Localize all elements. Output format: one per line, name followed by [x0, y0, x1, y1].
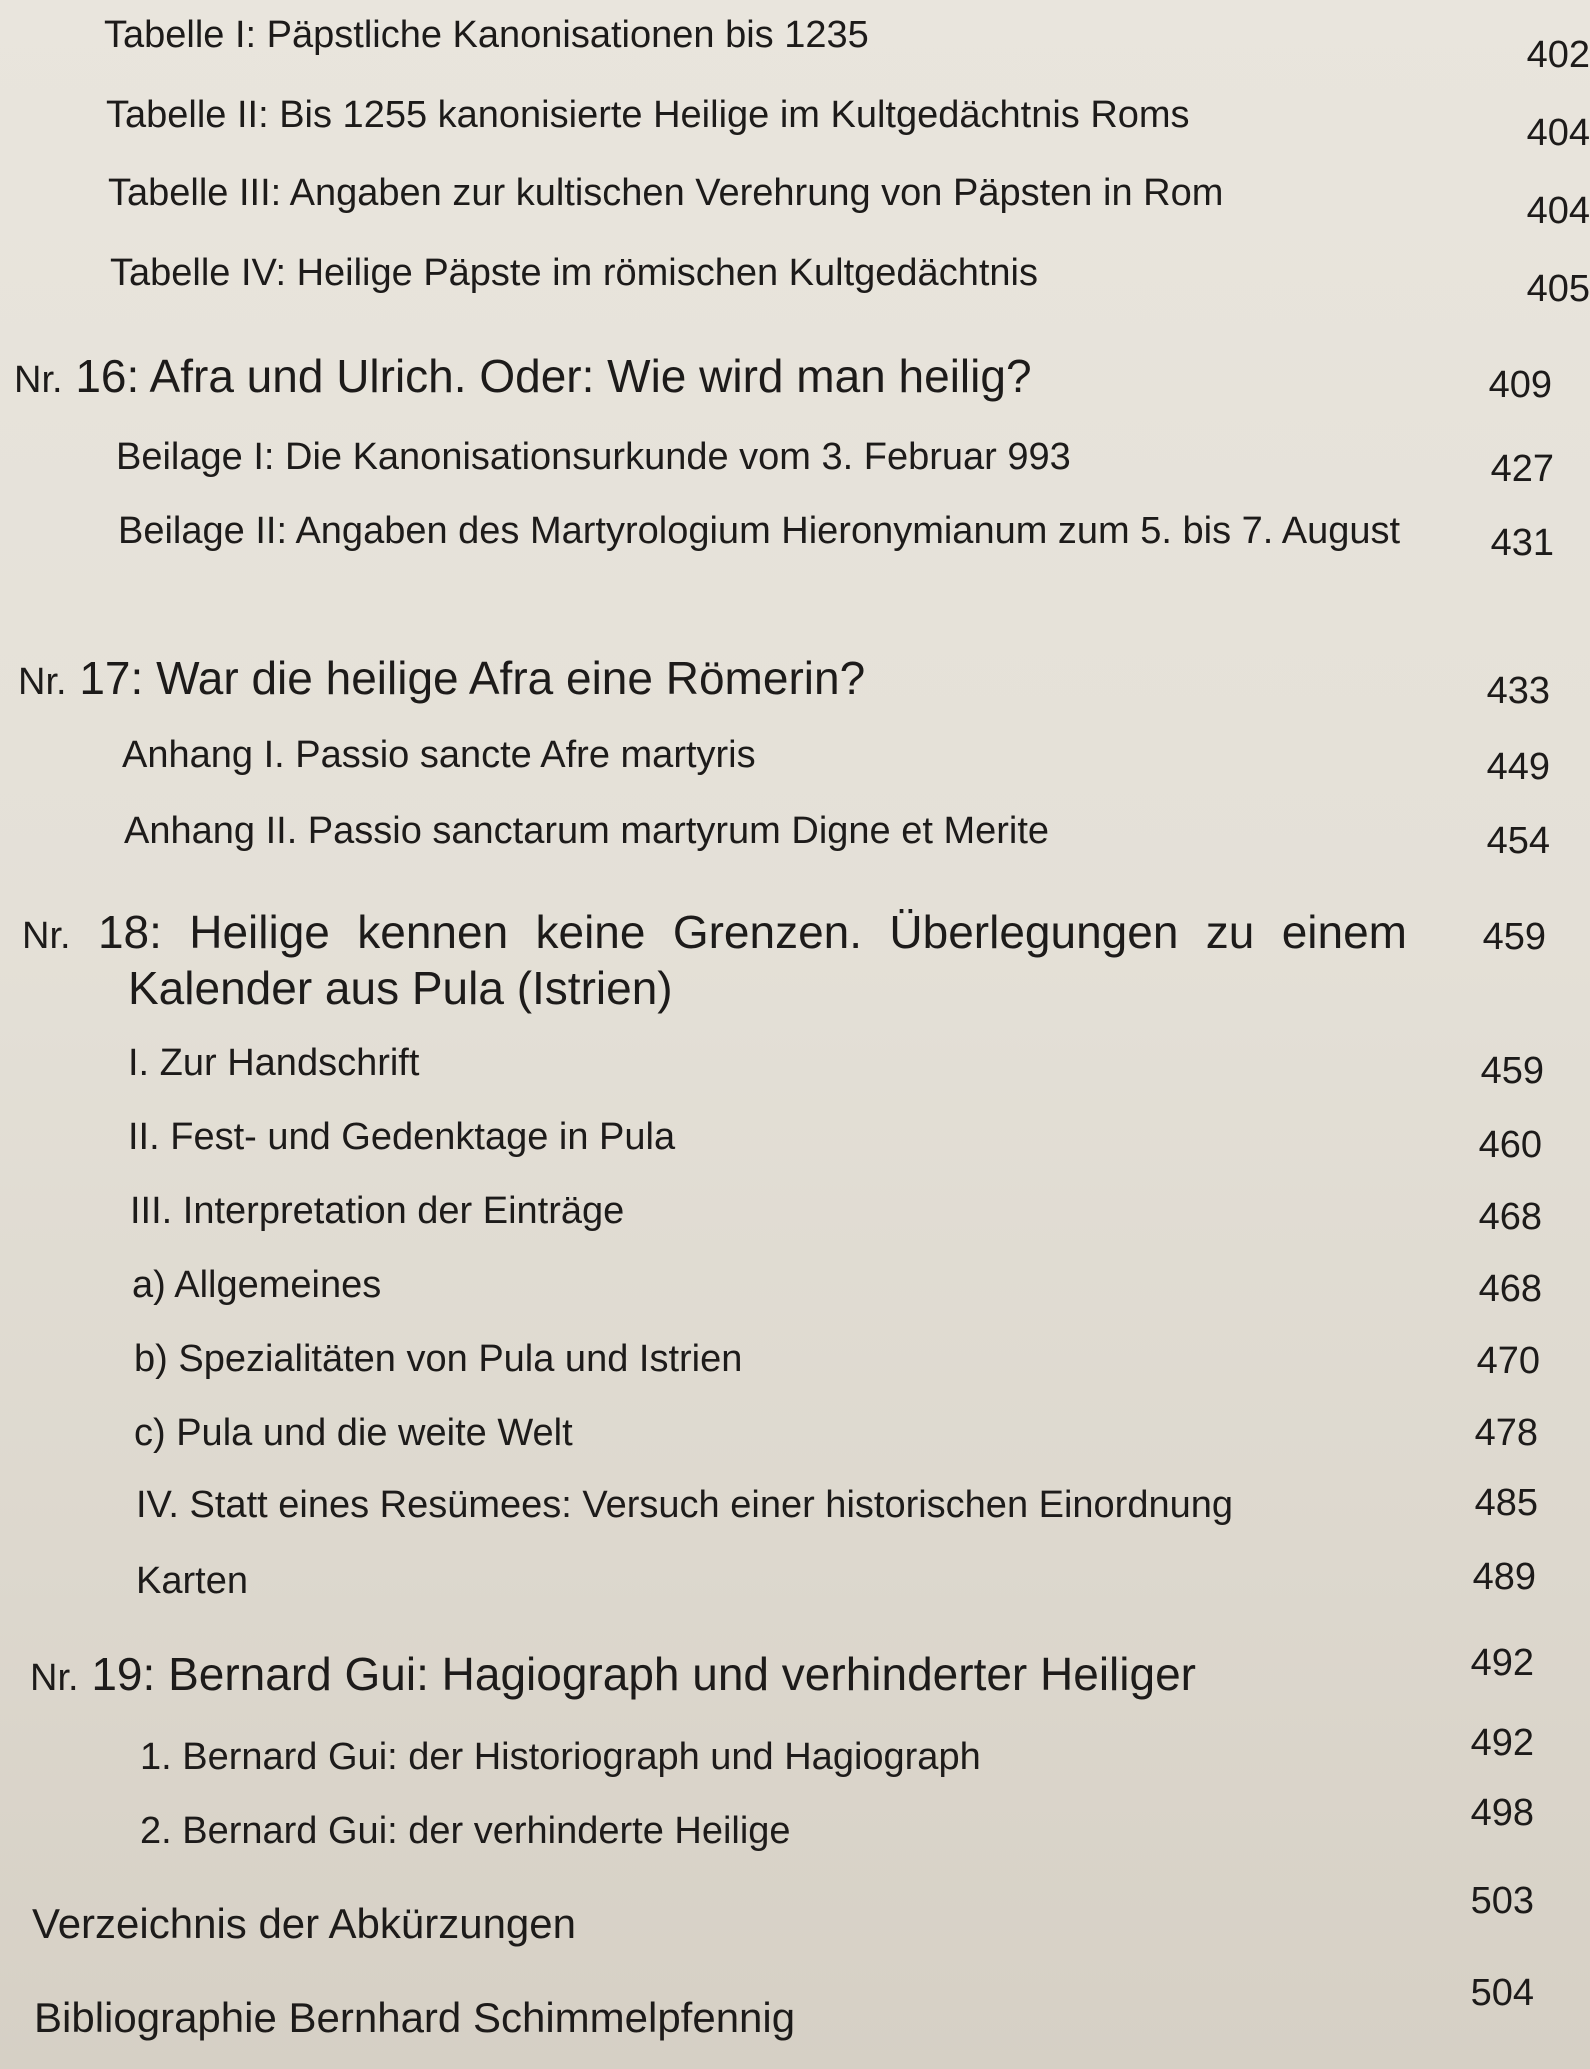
toc-chapter-page: 459 — [1482, 916, 1546, 958]
toc-entry-title: Tabelle III: Angaben zur kultischen Verehrung von Päpsten in Rom — [108, 172, 1224, 214]
toc-entry-page: 460 — [1478, 1124, 1542, 1166]
toc-chapter-text: 18: Heilige kennen keine Grenzen. Überlegungen zu einem Kalender aus Pula (Istrien) — [97, 906, 1408, 1015]
toc-entry-title: c) Pula und die weite Welt — [134, 1412, 573, 1454]
toc-entry-title: Anhang I. Passio sancte Afre martyris — [122, 734, 756, 776]
toc-entry-title: 1. Bernard Gui: der Historiograph und Hagiograph — [140, 1736, 981, 1778]
toc-chapter-text: 16: Afra und Ulrich. Oder: Wie wird man heilig? — [75, 350, 1032, 402]
toc-chapter-text: 17: War die heilige Afra eine Römerin? — [79, 652, 866, 704]
toc-entry-title: Tabelle I: Päpstliche Kanonisationen bis 1235 — [104, 14, 869, 56]
toc-entry-page: 468 — [1478, 1196, 1542, 1238]
toc-entry-page: 431 — [1490, 522, 1554, 564]
toc-entry-title: IV. Statt eines Resümees: Versuch einer historischen Einordnung — [136, 1484, 1234, 1526]
toc-entry-title: Karten — [136, 1560, 248, 1602]
toc-entry-page: 492 — [1470, 1722, 1534, 1764]
toc-entry-title: Tabelle IV: Heilige Päpste im römischen Kultgedächtnis — [110, 252, 1038, 294]
toc-chapter-page: 503 — [1470, 1880, 1534, 1922]
toc-entry-page: 427 — [1490, 448, 1554, 490]
toc-entry-title: III. Interpretation der Einträge — [130, 1190, 625, 1232]
toc-chapter-page: 409 — [1488, 364, 1552, 406]
toc-entry-page: 404 — [1526, 190, 1590, 232]
toc-entry-title: 2. Bernard Gui: der verhinderte Heilige — [140, 1810, 791, 1852]
toc-chapter-page: 492 — [1470, 1642, 1534, 1684]
toc-chapter-title: Bibliographie Bernhard Schimmelpfennig — [34, 1994, 796, 2041]
toc-entry-page: 459 — [1480, 1050, 1544, 1092]
toc-entry-page: 402 — [1526, 34, 1590, 76]
toc-chapter-title — [14, 348, 1032, 404]
toc-entry-title: II. Fest- und Gedenktage in Pula — [128, 1116, 676, 1158]
toc-entry-title: a) Allgemeines — [132, 1264, 382, 1306]
toc-entry-page: 478 — [1474, 1412, 1538, 1454]
toc-chapter-page: 433 — [1486, 670, 1550, 712]
toc-chapter-prefix: Nr. — [18, 661, 67, 703]
toc-entry-page: 404 — [1526, 112, 1590, 154]
toc-entry-page: 449 — [1486, 746, 1550, 788]
toc-entry-title: I. Zur Handschrift — [128, 1042, 420, 1084]
toc-chapter-title — [22, 904, 1407, 1016]
toc-chapter-text: 19: Bernard Gui: Hagiograph und verhinderter Heiliger — [91, 1648, 1196, 1700]
toc-entry-page: 498 — [1470, 1792, 1534, 1834]
toc-chapter-page: 504 — [1470, 1972, 1534, 2014]
toc-entry-page: 468 — [1478, 1268, 1542, 1310]
toc-entry-title: Beilage I: Die Kanonisationsurkunde vom 3. Februar 993 — [116, 436, 1071, 478]
toc-chapter-prefix: Nr. — [30, 1657, 79, 1699]
toc-entry-page: 485 — [1474, 1482, 1538, 1524]
toc-entry-title: b) Spezialitäten von Pula und Istrien — [134, 1338, 743, 1380]
toc-entry-page: 405 — [1526, 268, 1590, 310]
toc-entry-title: Anhang II. Passio sanctarum martyrum Digne et Merite — [124, 810, 1050, 852]
toc-entry-page: 489 — [1472, 1556, 1536, 1598]
toc-chapter-title: Verzeichnis der Abkürzungen — [32, 1900, 577, 1947]
toc-entry-title: Tabelle II: Bis 1255 kanonisierte Heilige im Kultgedächtnis Roms — [106, 94, 1190, 136]
toc-chapter-title — [30, 1646, 1196, 1702]
toc-entry-page: 470 — [1476, 1340, 1540, 1382]
toc-chapter-prefix: Nr. — [22, 915, 71, 957]
toc-entry-page: 454 — [1486, 820, 1550, 862]
toc-entry-title: Beilage II: Angaben des Martyrologium Hieronymianum zum 5. bis 7. August — [118, 510, 1401, 552]
toc-chapter-prefix: Nr. — [14, 359, 63, 401]
toc-chapter-title — [18, 650, 865, 706]
